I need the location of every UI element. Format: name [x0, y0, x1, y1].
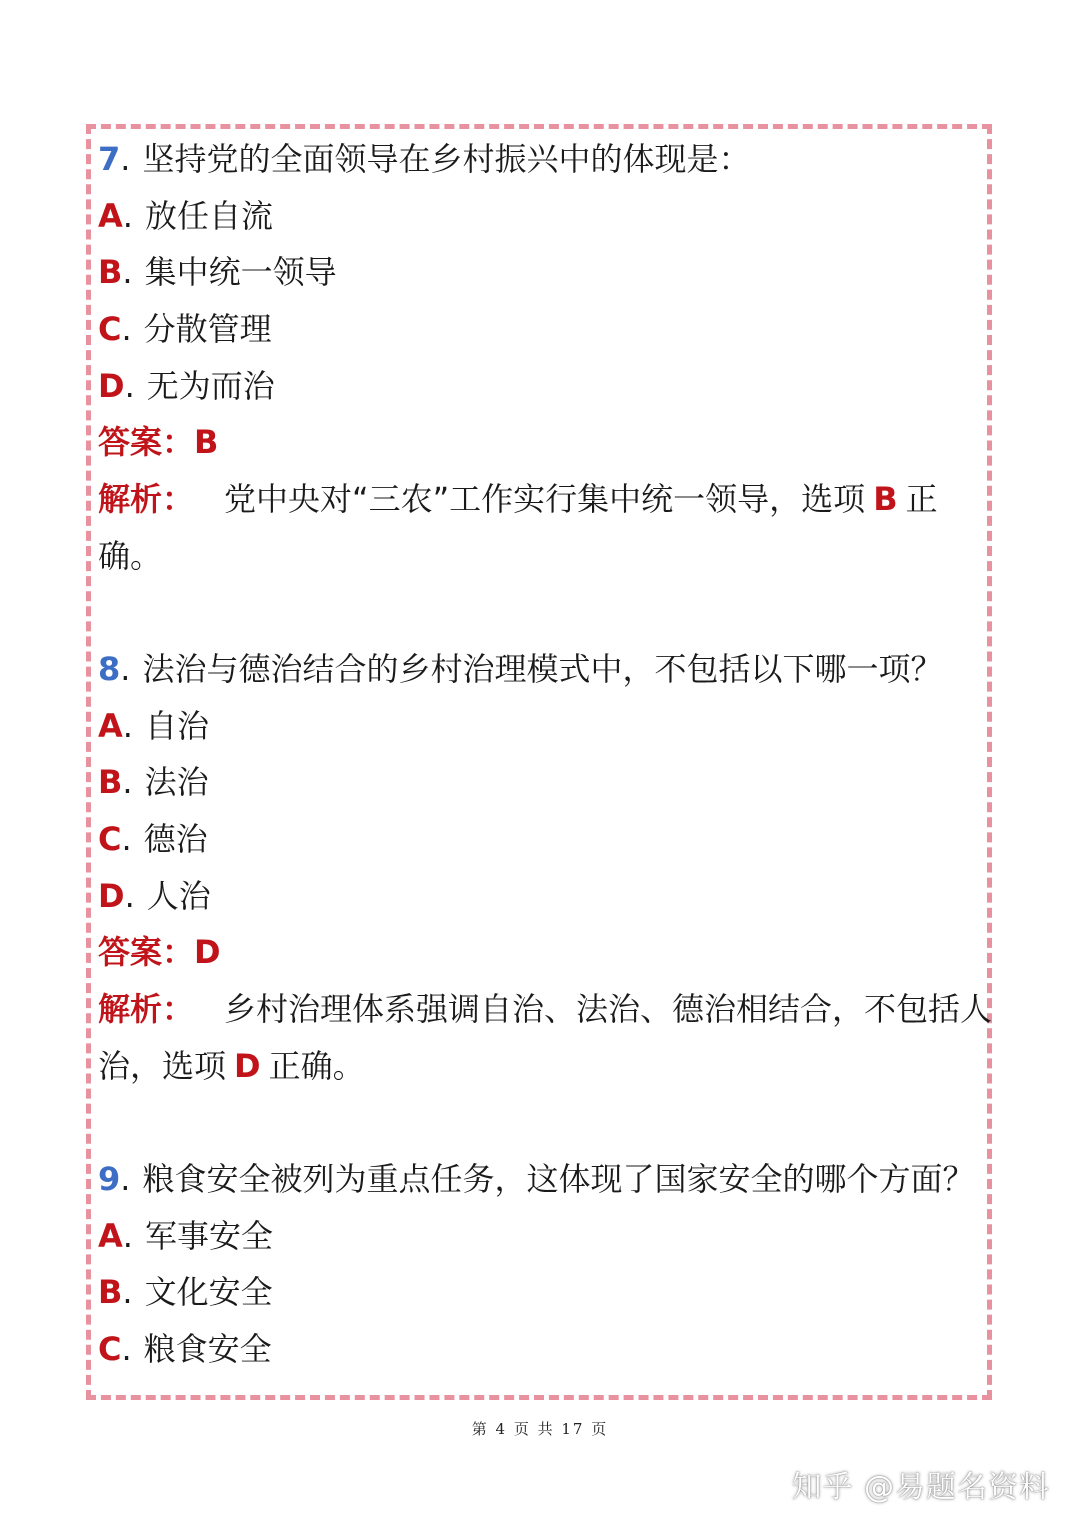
- question-8-option-c: C. 德治: [98, 820, 208, 858]
- analysis-label: 解析：: [98, 480, 195, 518]
- option-text: 集中统一领导: [144, 253, 337, 291]
- analysis-text: 党中央对“三农”工作实行集中统一领导，选项: [224, 480, 866, 518]
- analysis-text-tail: 正确。: [268, 1047, 365, 1085]
- option-letter: B: [98, 763, 123, 801]
- question-9-option-b: B. 文化安全: [98, 1273, 273, 1311]
- question-7-analysis-line-2: [98, 533, 162, 579]
- analysis-option-letter: B: [873, 480, 898, 518]
- analysis-text-continued: 治，选项: [98, 1047, 227, 1085]
- question-7-answer: [98, 419, 218, 465]
- option-text: 德治: [143, 820, 208, 858]
- question-9-stem: 9. 粮食安全被列为重点任务，这体现了国家安全的哪个方面？: [98, 1160, 975, 1198]
- question-9-option-a: A. 军事安全: [98, 1217, 273, 1255]
- option-letter: B: [98, 1273, 123, 1311]
- option-letter: D: [98, 367, 125, 405]
- question-8-option-d: D. 人治: [98, 877, 211, 915]
- question-7-analysis-line-1: [98, 476, 938, 522]
- question-9-option-c: C. 粮食安全: [98, 1330, 272, 1368]
- answer-label: 答案：: [98, 423, 195, 461]
- question-7-option-c: C. 分散管理: [98, 310, 272, 348]
- option-letter: D: [98, 877, 125, 915]
- option-text: 文化安全: [144, 1273, 273, 1311]
- question-8-stem: 8. 法治与德治结合的乡村治理模式中，不包括以下哪一项？: [98, 650, 943, 688]
- question-8-analysis-line-1: [98, 986, 992, 1032]
- watermark: 知乎 @易题名资料: [791, 1470, 1050, 1505]
- option-letter: B: [98, 253, 123, 291]
- option-letter: C: [98, 310, 122, 348]
- option-text: 分散管理: [143, 310, 272, 348]
- option-letter: C: [98, 1330, 122, 1368]
- option-letter: A: [98, 707, 123, 745]
- question-8-analysis-line-2: [98, 1043, 365, 1089]
- analysis-text: 乡村治理体系强调自治、法治、德治相结合，不包括人: [224, 990, 993, 1028]
- question-number: 9: [98, 1160, 121, 1198]
- option-text: 法治: [144, 763, 209, 801]
- question-7-option-d: D. 无为而治: [98, 367, 275, 405]
- question-7-option-b: B. 集中统一领导: [98, 253, 337, 291]
- question-8-option-b: B. 法治: [98, 763, 209, 801]
- analysis-text-tail: 正: [905, 480, 938, 518]
- option-letter: A: [98, 197, 123, 235]
- question-8-option-a: A. 自治: [98, 707, 209, 745]
- question-8-answer: [98, 929, 221, 975]
- answer-label: 答案：: [98, 933, 195, 971]
- option-text: 军事安全: [144, 1217, 273, 1255]
- question-7-stem: 7. 坚持党的全面领导在乡村振兴中的体现是：: [98, 140, 751, 178]
- option-text: 人治: [146, 877, 211, 915]
- question-text: 法治与德治结合的乡村治理模式中，不包括以下哪一项？: [142, 650, 943, 688]
- option-text: 放任自流: [144, 197, 273, 235]
- question-text: 坚持党的全面领导在乡村振兴中的体现是：: [142, 140, 751, 178]
- analysis-label: 解析：: [98, 990, 195, 1028]
- option-letter: A: [98, 1217, 123, 1255]
- option-text: 自治: [144, 707, 209, 745]
- page-footer: 第 4 页 共 17 页: [471, 1420, 609, 1438]
- question-7-option-a: A. 放任自流: [98, 197, 273, 235]
- option-letter: C: [98, 820, 122, 858]
- option-text: 无为而治: [146, 367, 275, 405]
- question-number: 8: [98, 650, 121, 688]
- answer-value: D: [194, 933, 221, 971]
- analysis-option-letter: D: [234, 1047, 261, 1085]
- question-number: 7: [98, 140, 121, 178]
- question-text: 粮食安全被列为重点任务，这体现了国家安全的哪个方面？: [142, 1160, 975, 1198]
- answer-value: B: [194, 423, 219, 461]
- option-text: 粮食安全: [143, 1330, 272, 1368]
- analysis-text-continued: 确。: [98, 537, 163, 575]
